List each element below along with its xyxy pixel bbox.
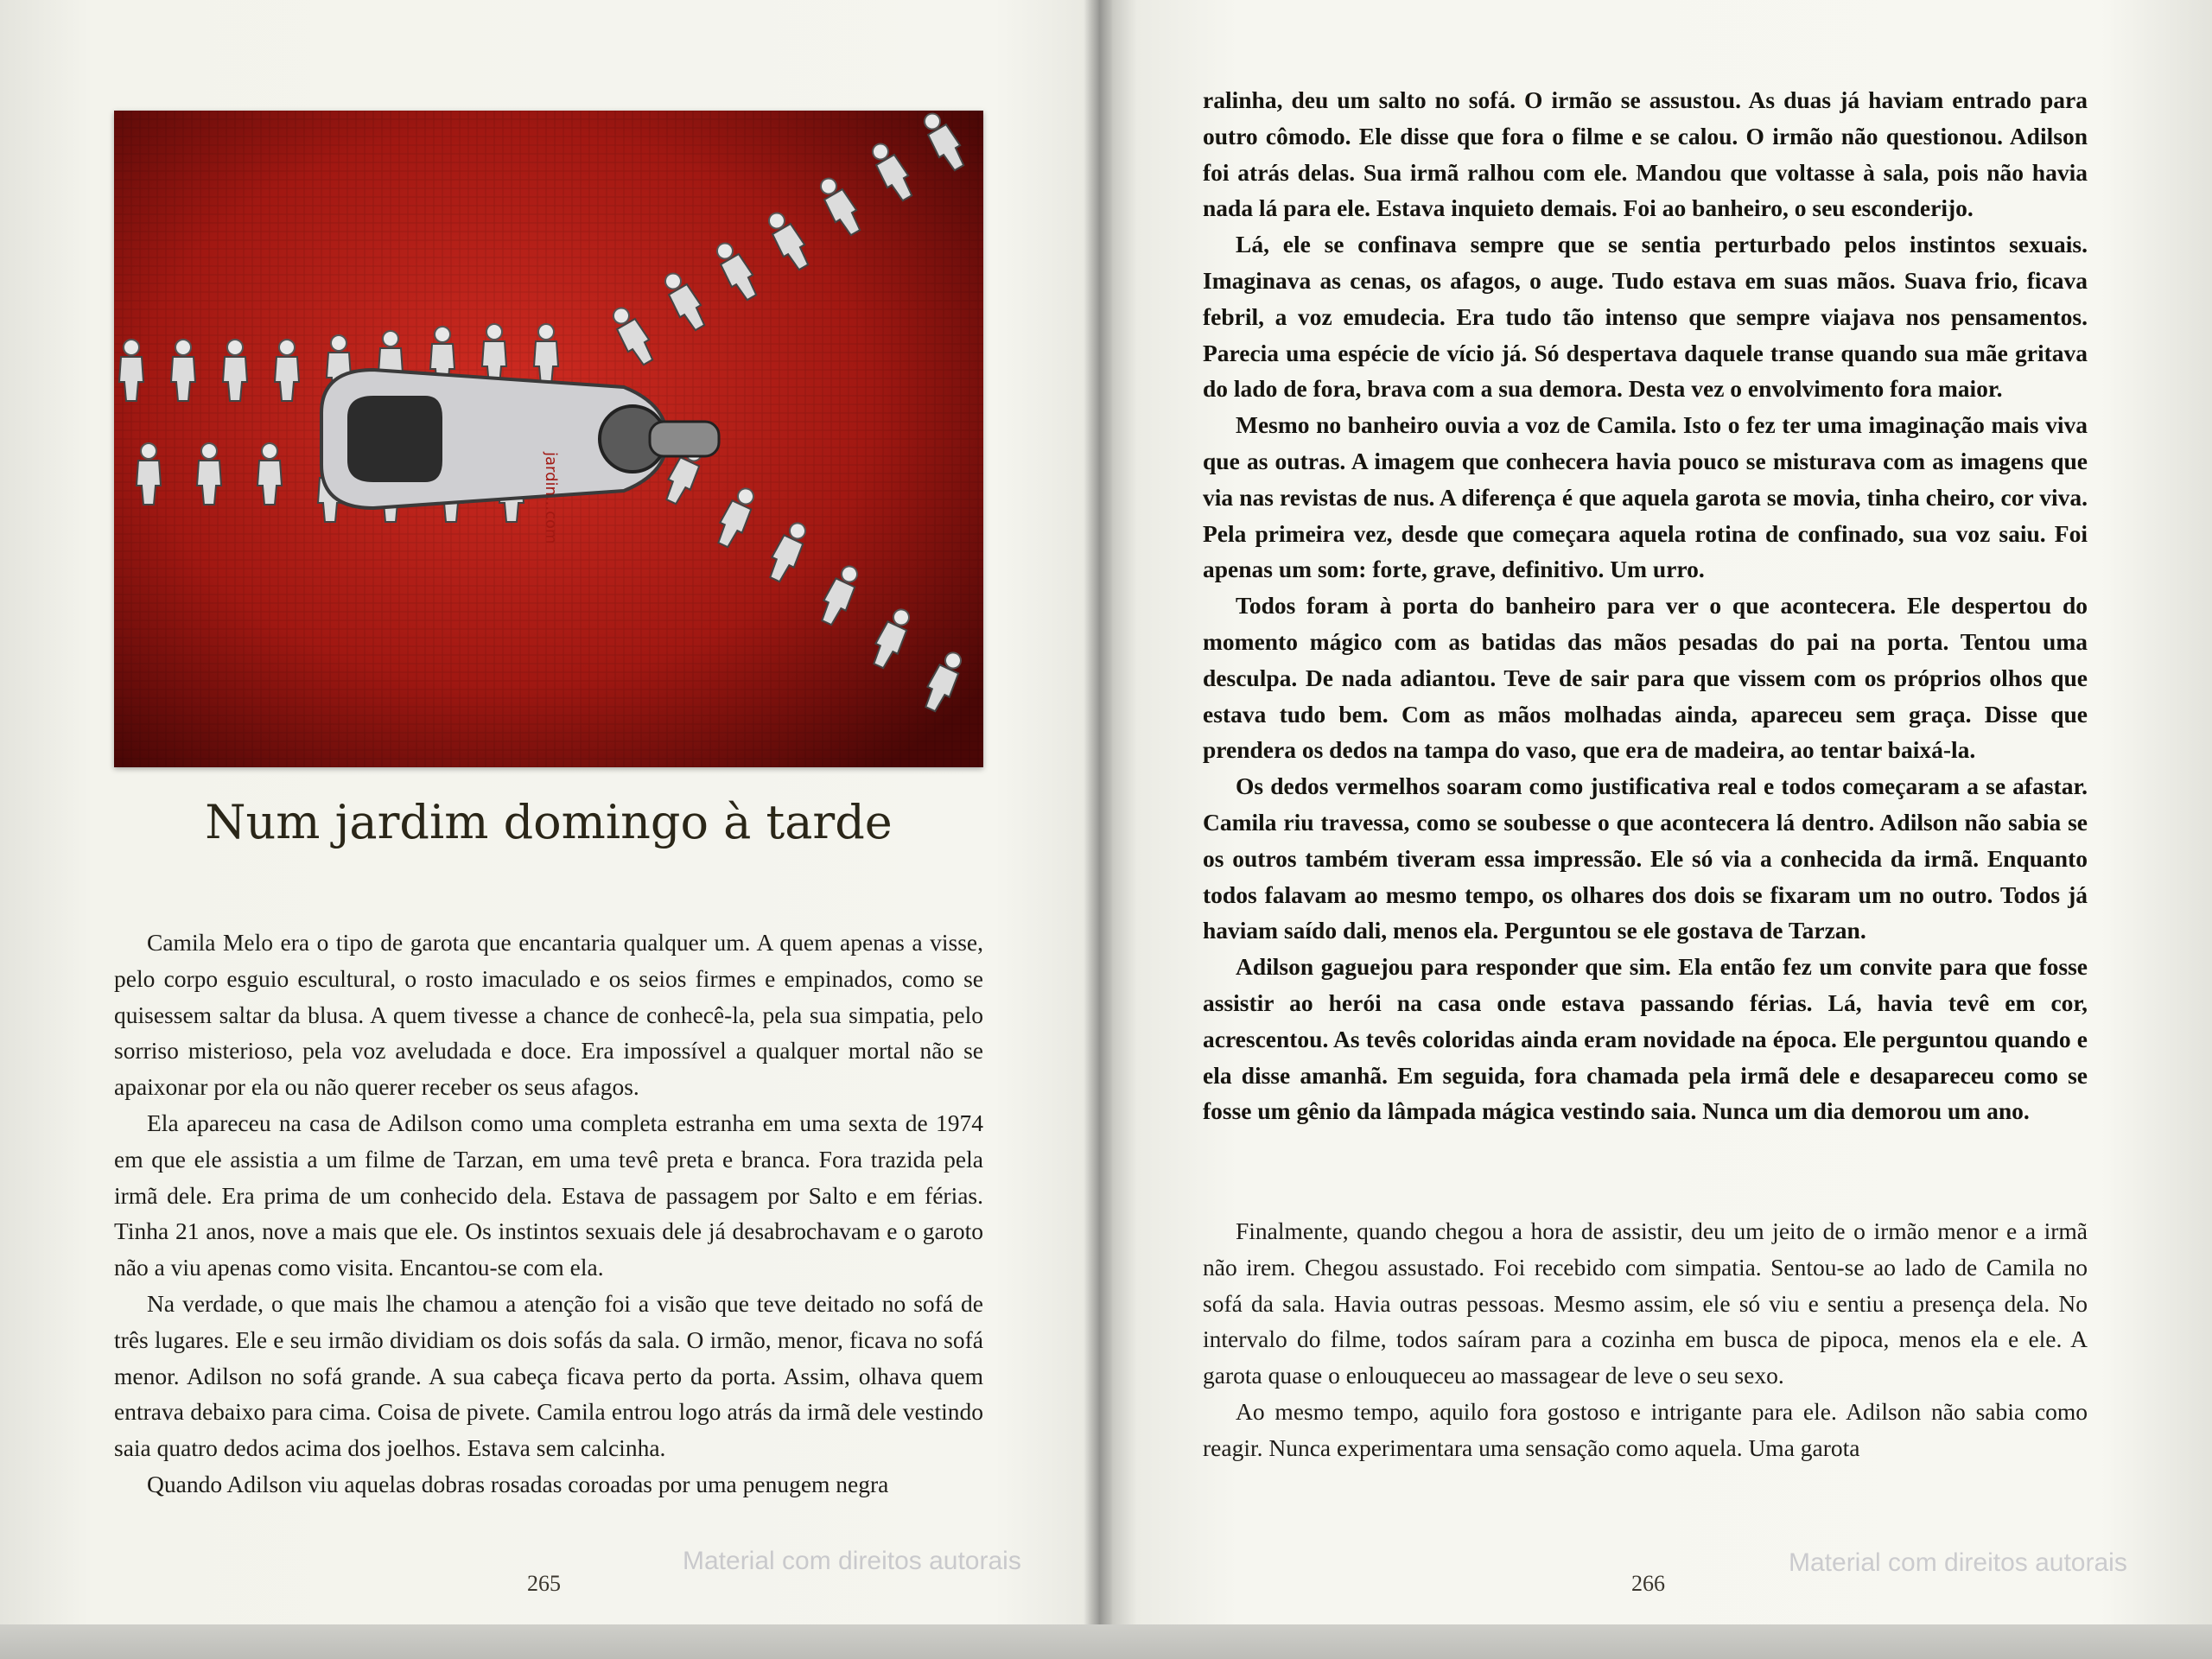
left-page [0, 0, 1090, 1624]
watermark: Material com direitos autorais [683, 1547, 1021, 1575]
page-number: 266 [1631, 1571, 1665, 1596]
page-number: 265 [527, 1571, 561, 1596]
paragraph: Finalmente, quando chegou a hora de assistir, deu um jeito de o irmão menor e a irmã não irem. Chegou assustado. Foi recebido com simpatia. Sentou-se ao lado de Camila no sofá da sala. Havia outras pessoas. Mesmo assim, ele só viu e sentiu a presença dela. No intervalo do filme, todos saíram para a cozinha em busca de pipoca, menos ela e ele. A garota quase o enlouqueceu ao massagear de leve o seu sexo. [1203, 1217, 2088, 1389]
right-page-body-top [1203, 82, 2088, 1129]
right-page-body-bottom [1203, 1213, 2088, 1466]
page-bottom-edge [0, 1624, 2212, 1659]
paragraph: ralinha, deu um salto no sofá. O irmão se assustou. As duas já haviam entrado para outro cômodo. Ele disse que fora o filme e se calou. O irmão não questionou. Adilson foi atrás delas. Sua irmã ralhou com ele. Mandou que voltasse à sala, pois não havia nada lá para ele. Estava inquieto demais. Foi ao banheiro, o seu esconderijo. [1203, 86, 2088, 222]
paragraph: Na verdade, o que mais lhe chamou a atenção foi a visão que teve deitado no sofá de três lugares. Ele e seu irmão dividiam os dois sofás da sala. O irmão, menor, ficava no sofá menor. Adilson no sofá grande. A sua cabeça ficava perto da porta. Assim, olhava quem entrava debaixo para cima. Coisa de pivete. Camila entrou logo atrás da irmã dele vestindo saia quatro dedos acima dos joelhos. Estava sem calcinha. [114, 1289, 983, 1462]
left-page-body [114, 925, 983, 1503]
paragraph: Todos foram à porta do banheiro para ver o que acontecera. Ele despertou do momento mágico com as batidas das mãos pesadas do pai na porta. Tentou uma desculpa. De nada adiantou. Teve de sair para que vissem com os próprios olhos que estava tudo bem. Com as mãos molhadas ainda, apareceu sem graça. Disse que prendera os dedos na tampa do vaso, que era de madeira, ao tentar baixá-la. [1203, 592, 2088, 764]
paragraph: Lá, ele se confinava sempre que se sentia perturbado pelos instintos sexuais. Imaginava as cenas, os afagos, o auge. Tudo estava em suas mãos. Suava frio, ficava febril, a voz emudecia. Era tudo tão intenso que sempre viajava nos pensamentos. Parecia uma espécie de vício já. Só despertava daquele transe quando sua mãe gritava do lado de fora, brava com a sua demora. Desta vez o envolvimento fora maior. [1203, 231, 2088, 403]
paragraph: Os dedos vermelhos soaram como justificativa real e todos começaram a se afastar. Camila riu travessa, como se soubesse o que acontecera lá dentro. Adilson não sabia se os outros também tiveram essa impressão. Ele só via a conhecida da irmã. Enquanto todos falavam ao mesmo tempo, os olhares dos dois se fixaram um no outro. Todos já haviam saído dali, menos ela. Perguntou se ele gostava de Tarzan. [1203, 772, 2088, 944]
paragraph: Mesmo no banheiro ouvia a voz de Camila. Isto o fez ter uma imaginação mais viva que as outras. A imagem que conhecera havia pouco se misturava com as imagens que via nas revistas de nus. A diferença é que aquela garota se movia, tinha cheiro, cor viva. Pela primeira vez, desde que começara aquela rotina de confinado, sua voz saiu. Foi apenas um som: forte, grave, definitivo. Um urro. [1203, 411, 2088, 583]
paragraph: Ao mesmo tempo, aquilo fora gostoso e intrigante para ele. Adilson não sabia como reagir. Nunca experimentara uma sensação como aquela. Uma garota [1203, 1397, 2088, 1461]
paragraph: Quando Adilson viu aquelas dobras rosadas coroadas por uma penugem negra [147, 1470, 889, 1497]
zipper-tag-text: jardin...com [542, 452, 560, 544]
paragraph: Camila Melo era o tipo de garota que encantaria qualquer um. A quem apenas a visse, pelo corpo esguio escultural, o rosto imaculado e os seios firmes e empinados, como se quisessem saltar da blusa. A quem tivesse a chance de conhecê-la, pela sua simpatia, pelo sorriso misterioso, pela voz aveludada e doce. Era impossível a qualquer mortal não se apaixonar por ela ou não querer receber os seus afagos. [114, 929, 983, 1101]
zipper-illustration-icon [114, 111, 983, 767]
paragraph: Adilson gaguejou para responder que sim. Ela então fez um convite para que fosse assistir ao herói na casa onde estava passando férias. Lá, havia tevê em cor, acrescentou. As tevês coloridas ainda eram novidade na época. Ele perguntou quando e ela disse amanhã. Em seguida, fora chamada pela irmã dele e desapareceu como se fosse um gênio da lâmpada mágica vestindo saia. Nunca um dia demorou um ano. [1203, 953, 2088, 1125]
watermark: Material com direitos autorais [1789, 1548, 2127, 1577]
paragraph: Ela apareceu na casa de Adilson como uma completa estranha em uma sexta de 1974 em que ele assistia a um filme de Tarzan, em uma tevê preta e branca. Fora trazida pela irmã dele. Era prima de um conhecido dela. Estava de passagem por Salto e em férias. Tinha 21 anos, nove a mais que ele. Os instintos sexuais dele já desabrochavam e o garoto não a viu apenas como visita. Encantou-se com ela. [114, 1109, 983, 1281]
zipper-illustration [114, 111, 983, 767]
chapter-title: Num jardim domingo à tarde [205, 795, 893, 849]
